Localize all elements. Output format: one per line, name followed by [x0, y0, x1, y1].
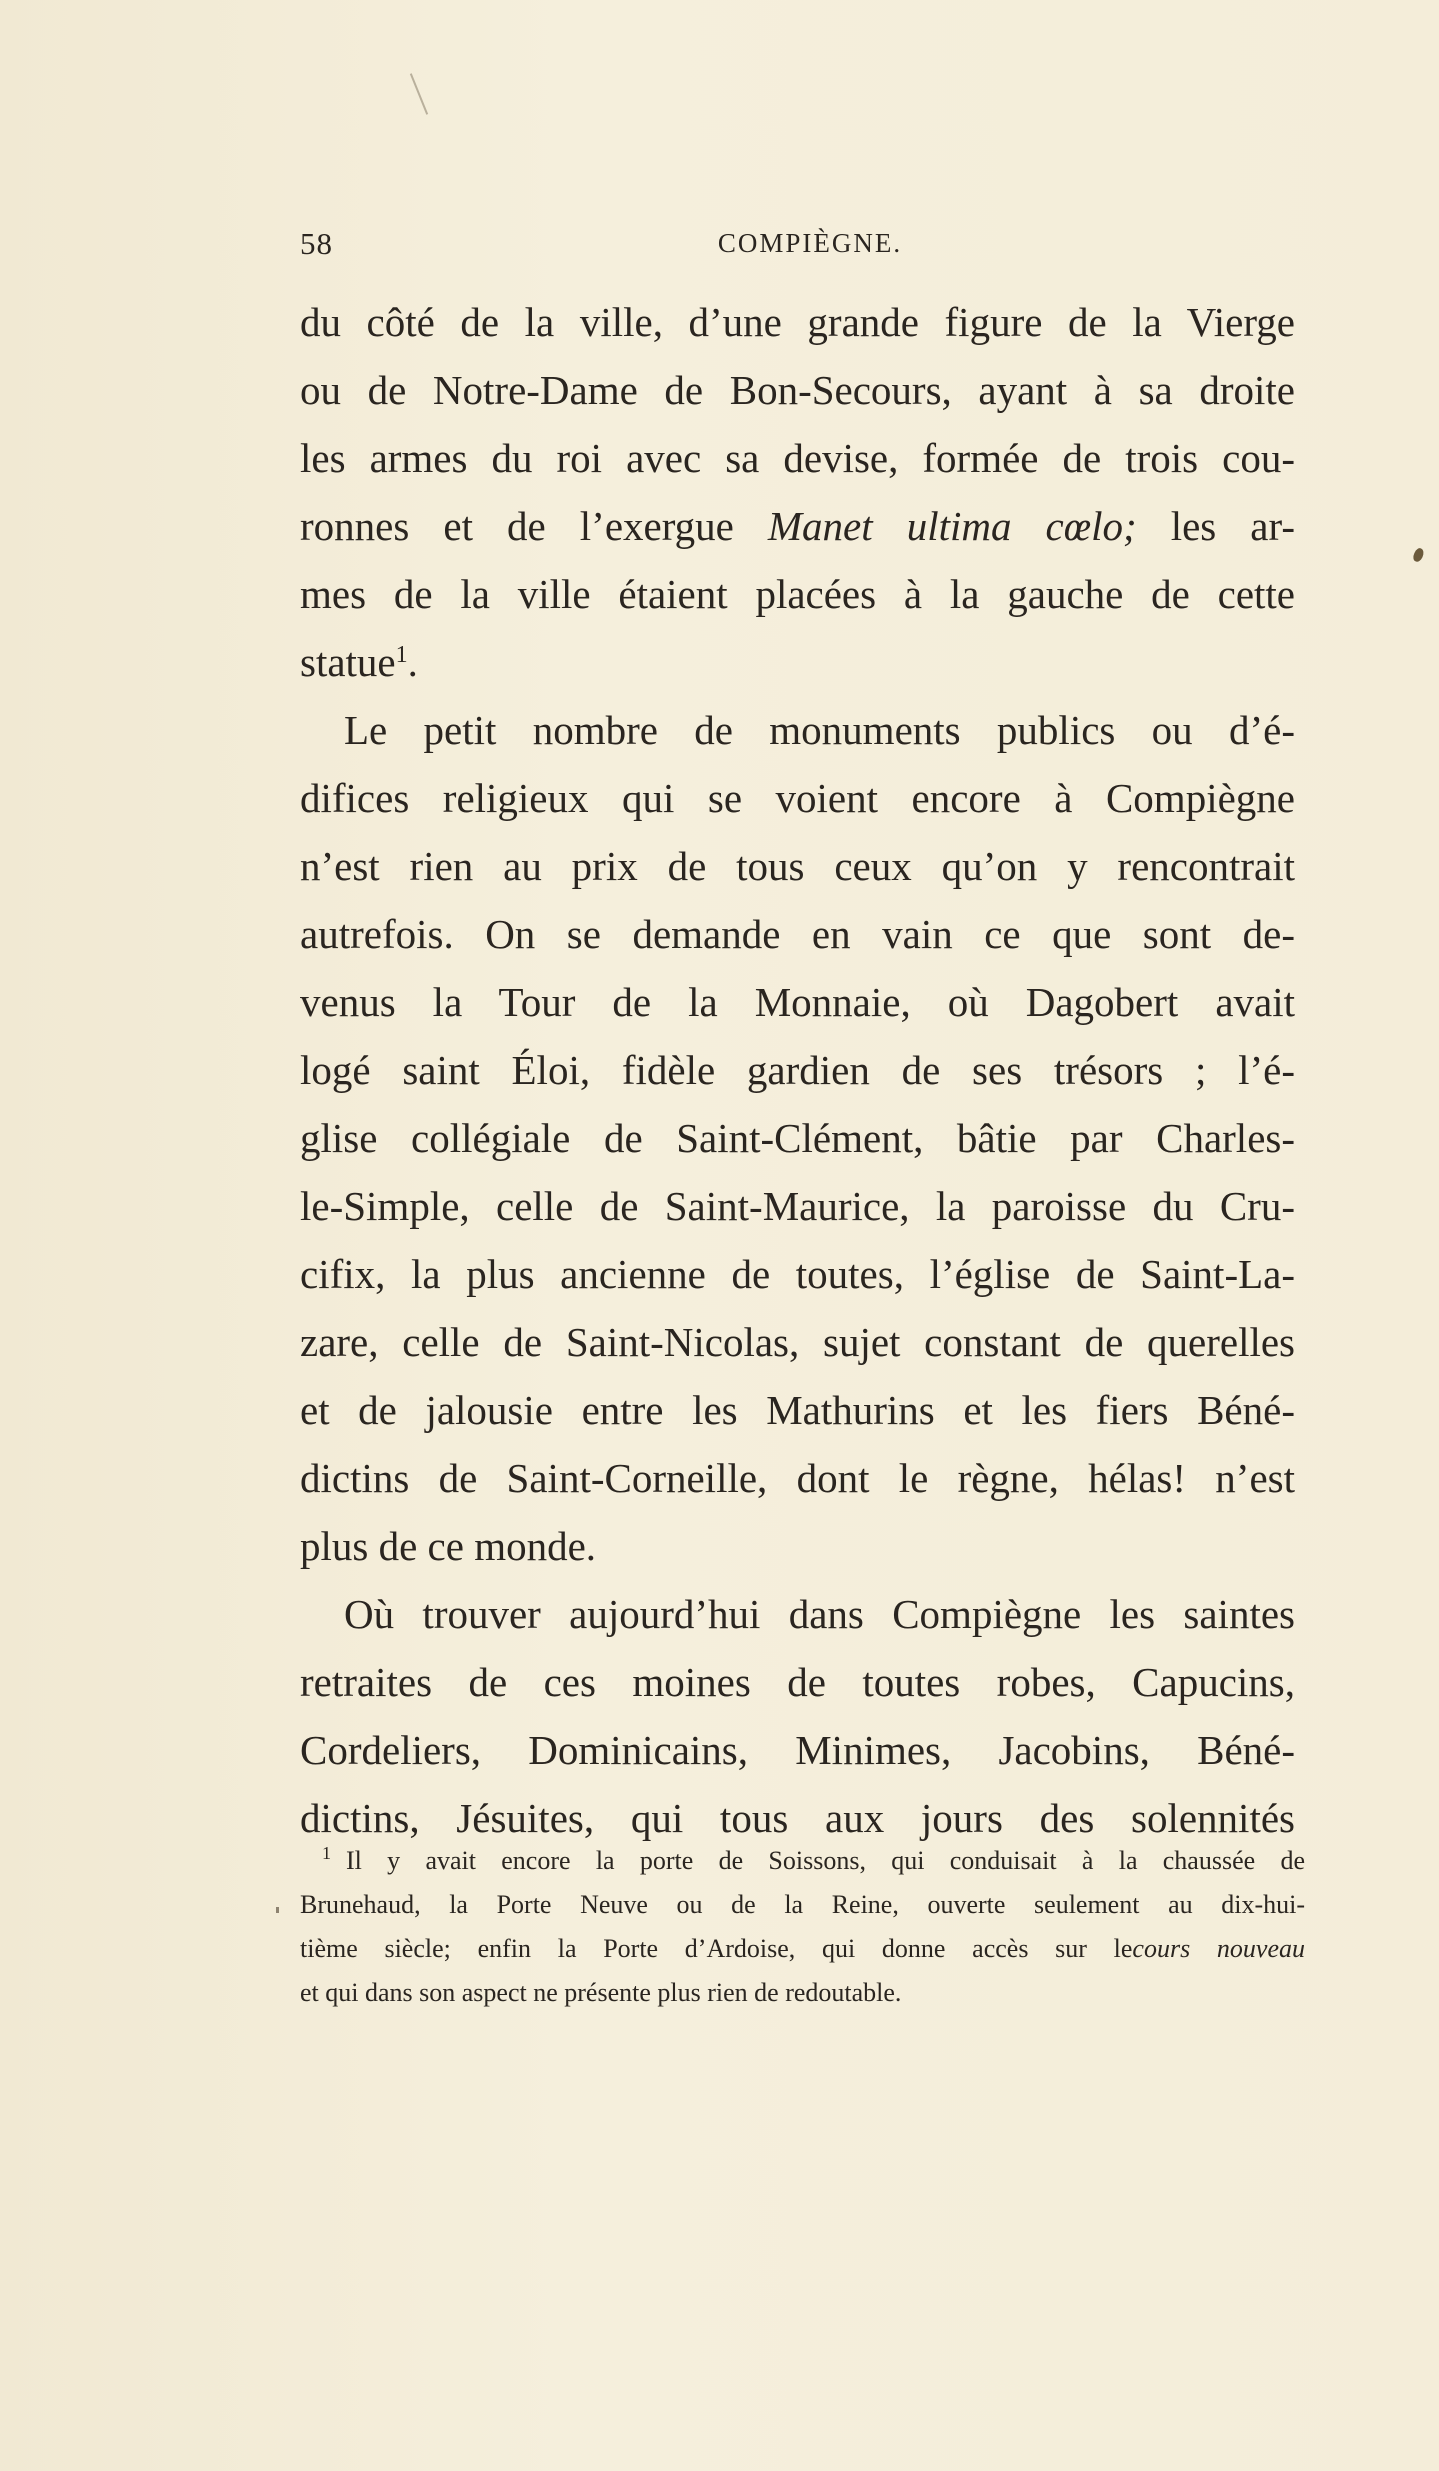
- footnote: [300, 1839, 1305, 2015]
- footnote-line: Brunehaud, la Porte Neuve ou de la Reine, ouverte seulement au dix-hui-: [300, 1890, 1305, 1919]
- text-line: Où trouver aujourd’hui dans Compiègne les saintes: [344, 1591, 1295, 1637]
- footnote-reference: 1: [395, 642, 408, 668]
- italic-phrase: cours nouveau: [1132, 1934, 1305, 1963]
- text-line: [300, 492, 1295, 560]
- latin-motto: Manet ultima cœlo;: [767, 503, 1137, 549]
- footnote-line: [300, 1927, 1305, 1971]
- text-line: du côté de la ville, d’une grande figure de la Vierge: [300, 299, 1295, 345]
- text-line: et de jalousie entre les Mathurins et les fiers Béné-: [300, 1387, 1295, 1433]
- text-line: dictins de Saint-Corneille, dont le règne, hélas! n’est: [300, 1455, 1295, 1501]
- text-line: n’est rien au prix de tous ceux qu’on y rencontrait: [300, 843, 1295, 889]
- text-line: retraites de ces moines de toutes robes, Capucins,: [300, 1659, 1295, 1705]
- footnote-line: et qui dans son aspect ne présente plus rien de redoutable.: [300, 1978, 902, 2007]
- text-line: logé saint Éloi, fidèle gardien de ses trésors ; l’é-: [300, 1047, 1295, 1093]
- text-line: Cordeliers, Dominicains, Minimes, Jacobins, Béné-: [300, 1727, 1295, 1773]
- ink-spot: [1411, 547, 1425, 563]
- text-line: venus la Tour de la Monnaie, où Dagobert avait: [300, 979, 1295, 1025]
- text-line: Le petit nombre de monuments publics ou d’é-: [344, 707, 1295, 753]
- text-line: glise collégiale de Saint-Clément, bâtie par Charles-: [300, 1115, 1295, 1161]
- text-segment: tième siècle; enfin la Porte d’Ardoise, qui donne accès sur le: [300, 1934, 1133, 1963]
- footnote-number: 1: [322, 1843, 331, 1863]
- page-header: [300, 226, 1280, 266]
- text-segment: statue: [300, 639, 396, 685]
- text-line: zare, celle de Saint-Nicolas, sujet constant de querelles: [300, 1319, 1295, 1365]
- text-line: dictins, Jésuites, qui tous aux jours des solennités: [300, 1795, 1295, 1841]
- text-line: le-Simple, celle de Saint-Maurice, la paroisse du Cru-: [300, 1183, 1295, 1229]
- running-head: COMPIÈGNE.: [717, 228, 903, 258]
- text-segment: ronnes et de l’exergue: [300, 503, 734, 549]
- text-line: [300, 628, 1295, 696]
- text-line: ou de Notre-Dame de Bon-Secours, ayant à sa droite: [300, 367, 1295, 413]
- text-segment: Il y avait encore la porte de Soissons, qui conduisait à la chaussée de: [346, 1846, 1305, 1875]
- text-line: les armes du roi avec sa devise, formée de trois cou-: [300, 435, 1295, 481]
- text-line: mes de la ville étaient placées à la gauche de cette: [300, 571, 1295, 617]
- page-number: 58: [300, 226, 333, 261]
- text-segment: .: [407, 639, 418, 685]
- body-text: [300, 288, 1295, 1852]
- stray-pencil-mark: [410, 73, 428, 115]
- text-line: plus de ce monde.: [300, 1523, 597, 1569]
- text-segment: les ar-: [1170, 503, 1295, 549]
- text-line: autrefois. On se demande en vain ce que sont de-: [300, 911, 1295, 957]
- text-line: cifix, la plus ancienne de toutes, l’église de Saint-La-: [300, 1251, 1295, 1297]
- text-line: difices religieux qui se voient encore à Compiègne: [300, 775, 1295, 821]
- footnote-line: [300, 1839, 1305, 1883]
- margin-dot: [276, 1907, 279, 1913]
